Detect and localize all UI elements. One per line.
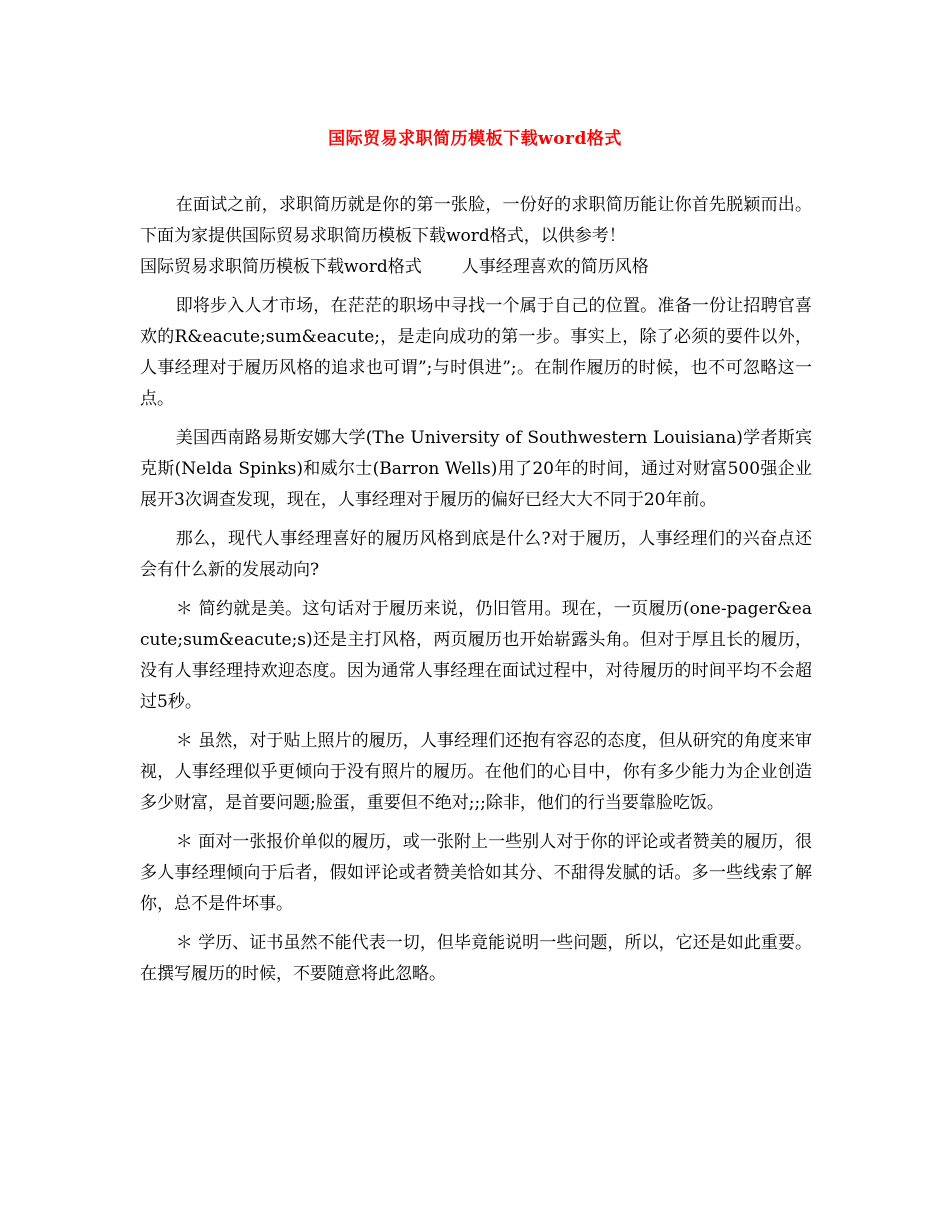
document-title: 国际贸易求职简历模板下载word格式 (328, 129, 622, 149)
bullet-paragraph: ＊ 面对一张报价单似的履历，或一张附上一些别人对于你的评论或者赞美的履历，很多人事经理倾向于后者，假如评论或者赞美恰如其分、不甜得发腻的话。多一些线索了解你，总不是件坏事。 (140, 832, 812, 914)
body-paragraph: 美国西南路易斯安娜大学(The University of Southwestern Louisiana)学者斯宾克斯(Nelda Spinks)和威尔士(Barron Wells)用了20年的时间，通过对财富500强企业展开3次调查发现，现在，人事经理对于履历的偏好已经大大不同于20年前。 (140, 428, 812, 510)
subheading-right: 人事经理喜欢的简历风格 (461, 257, 649, 277)
bullet-paragraph: ＊ 虽然，对于贴上照片的履历，人事经理们还抱有容忍的态度，但从研究的角度来审视，人事经理似乎更倾向于没有照片的履历。在他们的心目中，你有多少能力为企业创造多少财富，是首要问题;脸蛋，重要但不绝对;;;除非，他们的行当要靠脸吃饭。 (140, 731, 812, 813)
subheading-left: 国际贸易求职简历模板下载word格式 (140, 257, 422, 277)
bullet-paragraph: ＊ 学历、证书虽然不能代表一切，但毕竟能说明一些问题，所以，它还是如此重要。在撰写履历的时候，不要随意将此忽略。 (140, 933, 812, 984)
bullet-paragraph: ＊ 简约就是美。这句话对于履历来说，仍旧管用。现在，一页履历(one-pager&eacute;sum&eacute;s)还是主打风格，两页履历也开始崭露头角。但对于厚且长的履历，没有人事经理持欢迎态度。因为通常人事经理在面试过程中，对待履历的时间平均不会超过5秒。 (140, 599, 812, 712)
document-body (140, 190, 812, 998)
body-paragraph: 即将步入人才市场，在茫茫的职场中寻找一个属于自己的位置。准备一份让招聘官喜欢的R&eacute;sum&eacute;，是走向成功的第一步。事实上，除了必须的要件以外，人事经理对于履历风格的追求也可谓”;与时俱进”;。在制作履历的时候，也不可忽略这一点。 (140, 296, 812, 409)
subheading-line (140, 252, 812, 283)
intro-paragraph: 在面试之前，求职简历就是你的第一张脸，一份好的求职简历能让你首先脱颖而出。下面为家提供国际贸易求职简历模板下载word格式，以供参考！ (140, 195, 812, 246)
body-paragraph: 那么，现代人事经理喜好的履历风格到底是什么?对于履历，人事经理们的兴奋点还会有什么新的发展动向? (140, 529, 812, 580)
